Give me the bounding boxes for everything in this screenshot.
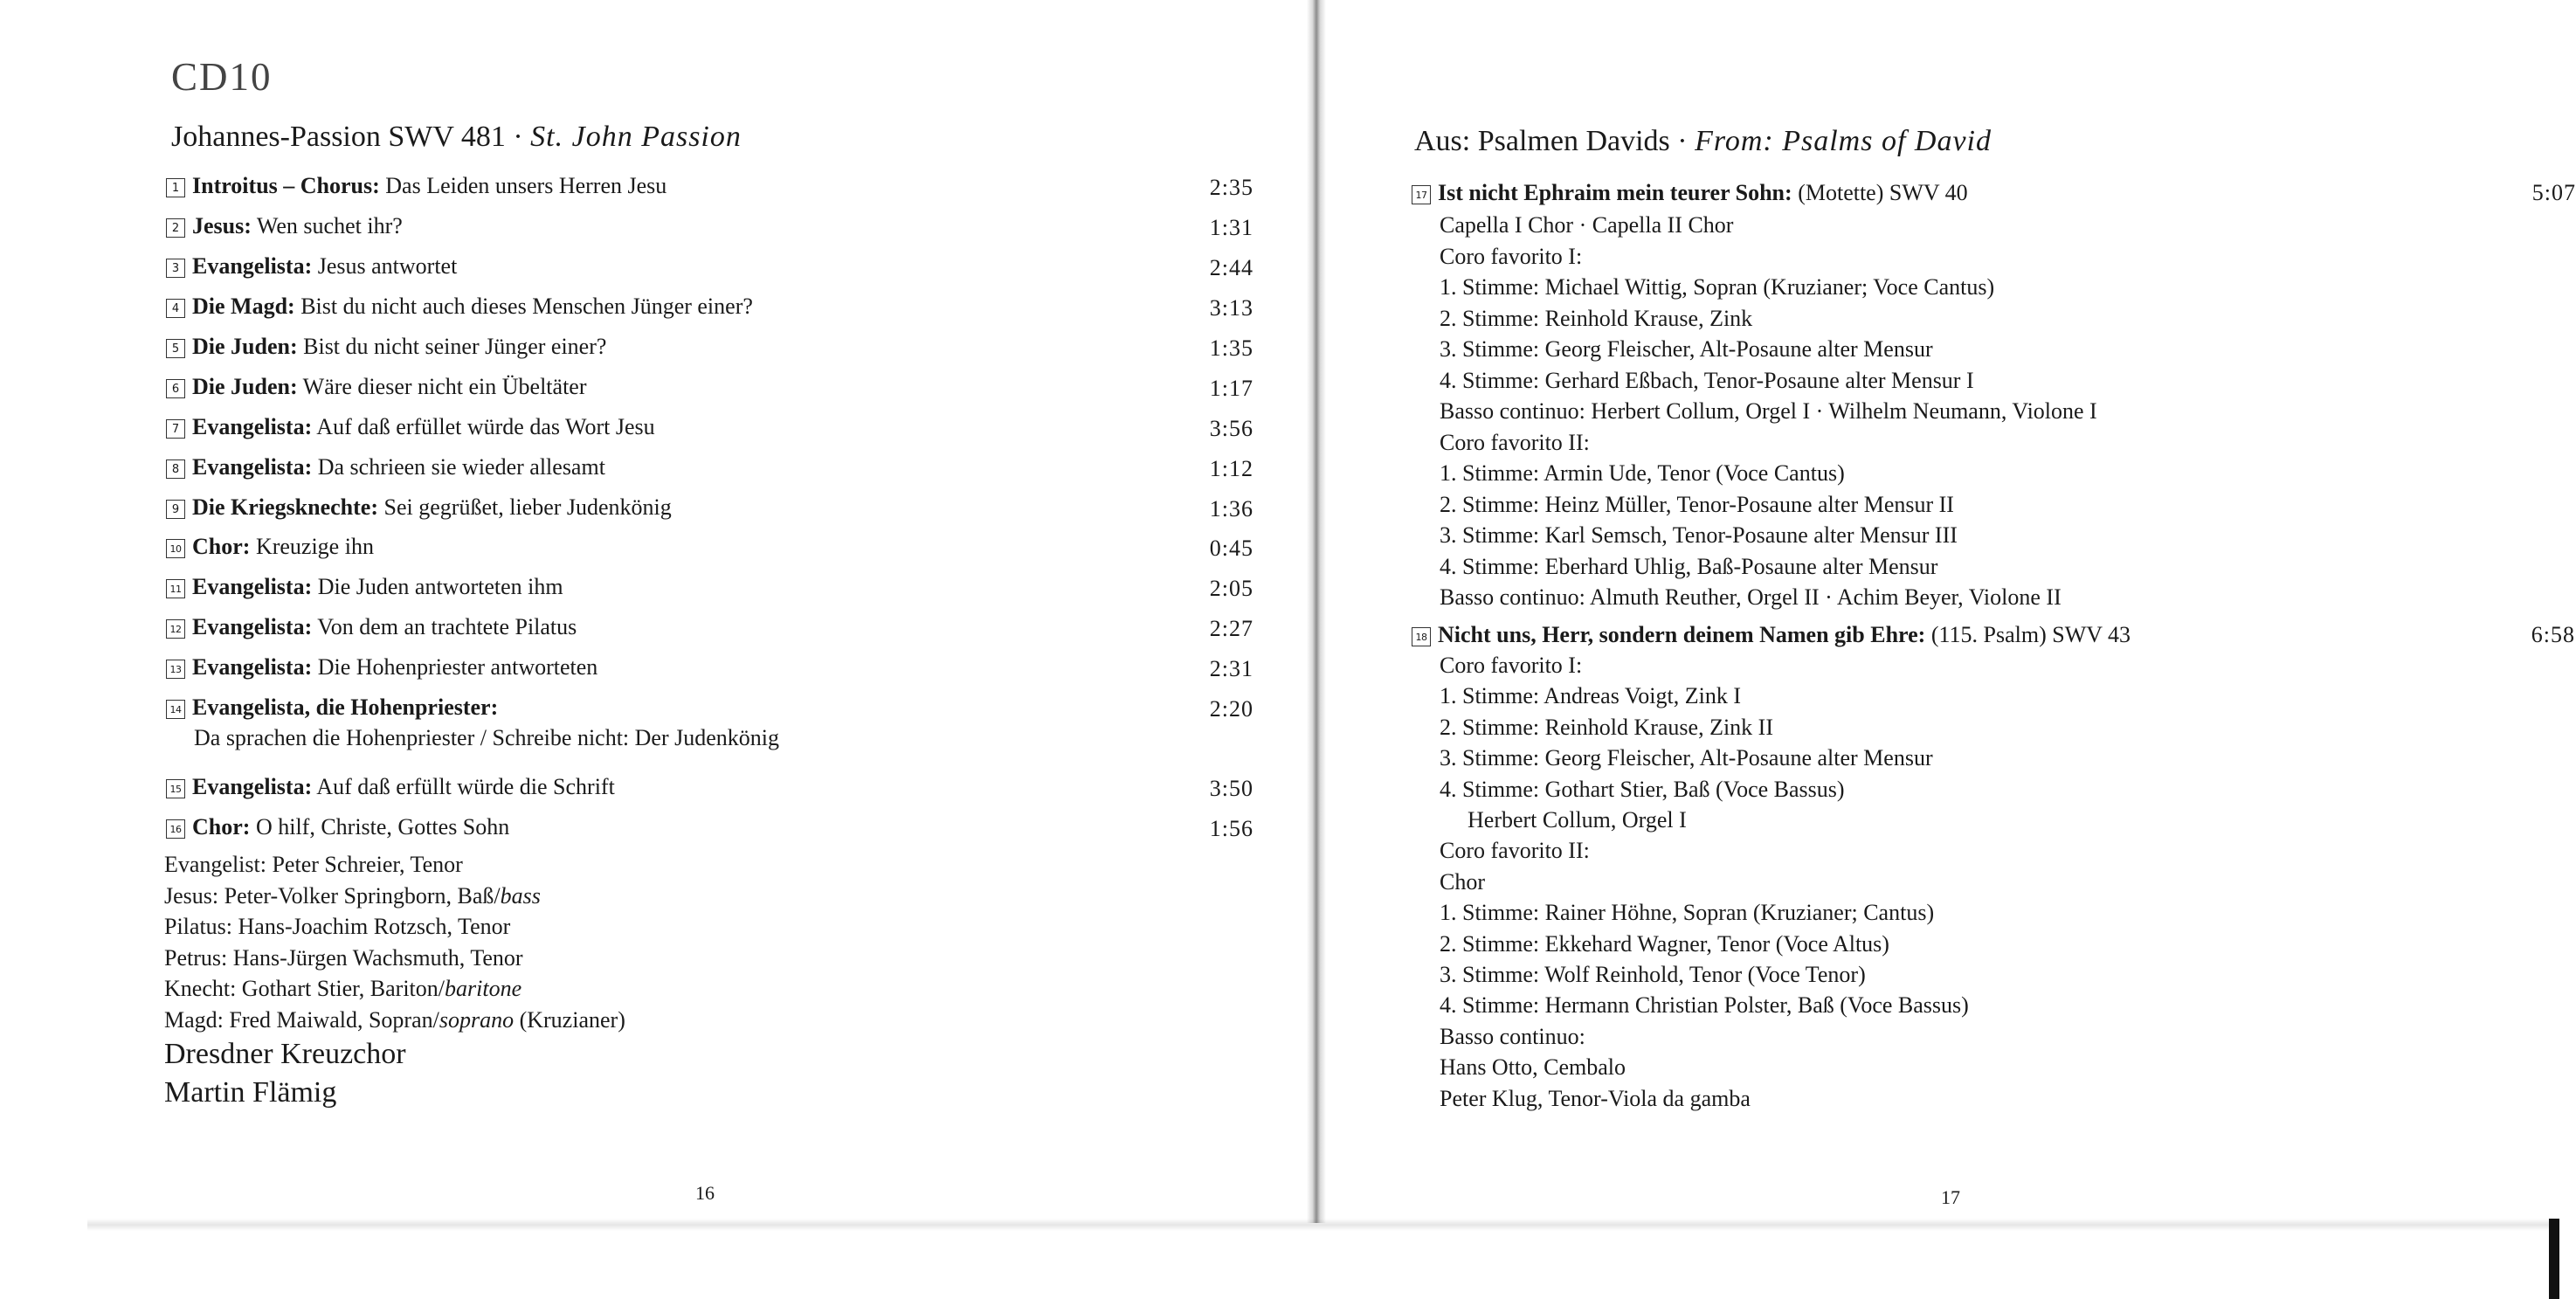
choir-name: Dresdner Kreuzchor xyxy=(164,1038,406,1070)
track-9 xyxy=(166,494,672,521)
credit-line: 1. Stimme: Andreas Voigt, Zink I xyxy=(1440,683,1741,709)
track-performer: Die Juden: xyxy=(192,334,298,359)
track-4-duration: 3:13 xyxy=(1209,295,1253,321)
track-performer: Introitus – Chorus: xyxy=(192,173,380,198)
track-performer: Evangelista: xyxy=(192,614,313,639)
track-title: Wäre dieser nicht ein Übeltäter xyxy=(297,374,587,399)
track-11 xyxy=(166,574,563,600)
track-2-duration: 1:31 xyxy=(1209,215,1253,240)
credit-line: 3. Stimme: Georg Fleischer, Alt-Posaune alter Mensur xyxy=(1440,336,1933,362)
cast-voice-en: baritone xyxy=(445,976,522,1002)
credit-line: 2. Stimme: Reinhold Krause, Zink II xyxy=(1440,714,1774,740)
track-title: Jesus antwortet xyxy=(312,253,458,279)
track-number-box: 9 xyxy=(166,500,185,519)
credit-line: Basso continuo: xyxy=(1440,1023,1585,1049)
credit-line: 1. Stimme: Armin Ude, Tenor (Voce Cantus) xyxy=(1440,460,1845,486)
track-number-box: 7 xyxy=(166,419,185,439)
credit-line: 4. Stimme: Gerhard Eßbach, Tenor-Posaune alter Mensur I xyxy=(1440,367,1974,393)
track-performer: Evangelista: xyxy=(192,414,313,439)
track-4 xyxy=(166,294,753,320)
cast-line xyxy=(164,914,510,940)
credit-line: Coro favorito I: xyxy=(1440,653,1583,678)
track-number-box: 17 xyxy=(1412,185,1431,204)
track-performer: Evangelista: xyxy=(192,574,313,599)
track-17-duration: 5:07 xyxy=(2531,180,2576,205)
track-title: (115. Psalm) SWV 43 xyxy=(1925,622,2131,647)
track-12 xyxy=(166,614,577,640)
page-number-left: 16 xyxy=(695,1182,715,1204)
track-number-box: 2 xyxy=(166,218,185,238)
track-title: O hilf, Christe, Gottes Sohn xyxy=(250,814,510,840)
credit-line: Basso continuo: Herbert Collum, Orgel I · Wilhelm Neumann, Violone I xyxy=(1440,398,2097,424)
track-10-duration: 0:45 xyxy=(1209,535,1253,561)
track-15 xyxy=(166,774,615,800)
track-number-box: 6 xyxy=(166,379,185,398)
credit-line: 3. Stimme: Georg Fleischer, Alt-Posaune alter Mensur xyxy=(1440,745,1933,771)
cast-text: Petrus: Hans-Jürgen Wachsmuth, Tenor xyxy=(164,944,523,971)
credit-line: 1. Stimme: Rainer Höhne, Sopran (Kruzianer; Cantus) xyxy=(1440,900,1935,926)
credit-line: Coro favorito I: xyxy=(1440,243,1583,269)
credit-line: 3. Stimme: Karl Semsch, Tenor-Posaune alter Mensur III xyxy=(1440,522,1958,548)
title-separator: · xyxy=(505,121,531,153)
track-number-box: 3 xyxy=(166,259,185,278)
credit-line: Herbert Collum, Orgel I xyxy=(1468,807,1687,833)
cast-text: Magd: Fred Maiwald, Sopran/ xyxy=(164,1007,439,1033)
track-6 xyxy=(166,374,587,400)
track-number-box: 12 xyxy=(166,619,185,639)
track-title: Die Hohenpriester antworteten xyxy=(312,654,598,680)
track-number-box: 11 xyxy=(166,579,185,598)
right-page xyxy=(1315,0,2576,1299)
track-title: Von dem an trachtete Pilatus xyxy=(312,614,577,639)
track-number-box: 18 xyxy=(1412,627,1431,646)
track-number-box: 4 xyxy=(166,299,185,318)
track-performer: Chor: xyxy=(192,814,251,840)
cast-line xyxy=(164,883,541,909)
track-performer: Ist nicht Ephraim mein teurer Sohn: xyxy=(1438,180,1792,205)
track-13-duration: 2:31 xyxy=(1209,656,1253,681)
track-16 xyxy=(166,814,509,840)
track-16-duration: 1:56 xyxy=(1209,816,1253,841)
credit-line: 1. Stimme: Michael Wittig, Sopran (Kruzianer; Voce Cantus) xyxy=(1440,274,1995,300)
track-title: Kreuzige ihn xyxy=(250,534,374,559)
credit-line: Peter Klug, Tenor-Viola da gamba xyxy=(1440,1085,1751,1111)
cast-line xyxy=(164,852,463,878)
scan-edge xyxy=(2549,1219,2559,1299)
track-9-duration: 1:36 xyxy=(1209,496,1253,522)
track-performer: Die Juden: xyxy=(192,374,298,399)
credit-line: Coro favorito II: xyxy=(1440,838,1590,864)
cast-voice-en: bass xyxy=(500,882,541,909)
credit-line: 2. Stimme: Reinhold Krause, Zink xyxy=(1440,305,1753,331)
track-1 xyxy=(166,173,666,199)
cast-voice-en: soprano xyxy=(439,1007,515,1033)
track-title: Auf daß erfüllt würde die Schrift xyxy=(312,774,615,799)
track-performer: Chor: xyxy=(192,534,251,559)
track-8 xyxy=(166,454,605,480)
cd-label: CD10 xyxy=(171,55,273,99)
track-14-duration: 2:20 xyxy=(1209,696,1253,722)
track-title: Das Leiden unsers Herren Jesu xyxy=(379,173,667,198)
track-5-duration: 1:35 xyxy=(1209,335,1253,361)
credit-line: Basso continuo: Almuth Reuther, Orgel II · Achim Beyer, Violone II xyxy=(1440,584,2061,610)
cast-text: Jesus: Peter-Volker Springborn, Baß/ xyxy=(164,882,501,909)
cast-text: Evangelist: Peter Schreier, Tenor xyxy=(164,852,463,877)
track-performer: Evangelista: xyxy=(192,454,313,480)
track-5 xyxy=(166,334,606,360)
track-3-duration: 2:44 xyxy=(1209,255,1253,280)
cast-line xyxy=(164,945,523,971)
track-title: Da schrieen sie wieder allesamt xyxy=(312,454,605,480)
work-title-en: From: Psalms of David xyxy=(1695,125,1992,157)
track-18-duration: 6:58 xyxy=(2531,622,2575,647)
track-3 xyxy=(166,253,457,280)
credit-line: Capella I Chor · Capella II Chor xyxy=(1440,212,1734,238)
track-performer: Evangelista: xyxy=(192,774,313,799)
credit-line: 4. Stimme: Eberhard Uhlig, Baß-Posaune alter Mensur xyxy=(1440,553,1938,579)
track-number-box: 15 xyxy=(166,779,185,798)
track-title: Wen suchet ihr? xyxy=(251,213,403,238)
track-18 xyxy=(1412,622,2131,648)
track-12-duration: 2:27 xyxy=(1209,616,1253,641)
credit-line: 3. Stimme: Wolf Reinhold, Tenor (Voce Tenor) xyxy=(1440,962,1866,987)
track-17 xyxy=(1412,180,1968,206)
cast-note: (Kruzianer) xyxy=(514,1007,625,1033)
track-performer: Evangelista, die Hohenpriester: xyxy=(192,694,499,720)
track-10 xyxy=(166,534,374,560)
work-title-psalmen-davids xyxy=(1414,125,1992,158)
credit-line: 2. Stimme: Ekkehard Wagner, Tenor (Voce Altus) xyxy=(1440,930,1889,957)
track-number-box: 13 xyxy=(166,660,185,679)
track-title: Die Juden antworteten ihm xyxy=(312,574,563,599)
track-7-duration: 3:56 xyxy=(1209,416,1253,441)
track-title: (Motette) SWV 40 xyxy=(1792,180,1968,205)
credit-line: Chor xyxy=(1440,868,1485,895)
title-separator: · xyxy=(1669,125,1695,157)
work-title-de: Aus: Psalmen Davids xyxy=(1414,125,1670,157)
track-14 xyxy=(166,694,498,721)
track-number-box: 14 xyxy=(166,700,185,719)
track-number-box: 8 xyxy=(166,459,185,479)
track-2 xyxy=(166,213,403,239)
track-1-duration: 2:35 xyxy=(1209,175,1253,200)
track-13 xyxy=(166,654,597,681)
track-number-box: 1 xyxy=(166,178,185,197)
cast-text: Knecht: Gothart Stier, Bariton/ xyxy=(164,976,445,1002)
work-title-de: Johannes-Passion SWV 481 xyxy=(171,121,506,153)
track-6-duration: 1:17 xyxy=(1209,376,1253,401)
credit-line: Hans Otto, Cembalo xyxy=(1440,1054,1626,1081)
track-11-duration: 2:05 xyxy=(1209,576,1253,601)
work-title-en: St. John Passion xyxy=(530,121,742,153)
track-performer: Die Kriegsknechte: xyxy=(192,494,379,520)
track-15-duration: 3:50 xyxy=(1209,776,1253,801)
track-number-box: 16 xyxy=(166,819,185,839)
conductor-name: Martin Flämig xyxy=(164,1076,337,1109)
track-number-box: 5 xyxy=(166,339,185,358)
track-title: Bist du nicht seiner Jünger einer? xyxy=(297,334,607,359)
credit-line: 2. Stimme: Heinz Müller, Tenor-Posaune alter Mensur II xyxy=(1440,491,1954,517)
credit-line: 4. Stimme: Hermann Christian Polster, Baß (Voce Bassus) xyxy=(1440,992,1969,1019)
work-title-johannes-passion xyxy=(171,121,742,154)
track-performer: Nicht uns, Herr, sondern deinem Namen gib Ehre: xyxy=(1438,622,1926,647)
track-number-box: 10 xyxy=(166,539,185,558)
credit-line: Coro favorito II: xyxy=(1440,429,1590,455)
track-performer: Evangelista: xyxy=(192,253,313,279)
cast-line xyxy=(164,1007,625,1033)
page-number-right: 17 xyxy=(1941,1186,1960,1208)
track-title: Auf daß erfüllet würde das Wort Jesu xyxy=(312,414,655,439)
track-title: Bist du nicht auch dieses Menschen Jünger einer? xyxy=(294,294,753,319)
credit-line: 4. Stimme: Gothart Stier, Baß (Voce Bassus) xyxy=(1440,776,1845,802)
track-performer: Jesus: xyxy=(192,213,252,238)
track-performer: Die Magd: xyxy=(192,294,295,319)
track-7 xyxy=(166,414,655,440)
track-8-duration: 1:12 xyxy=(1209,456,1253,481)
track-title: Sei gegrüßet, lieber Judenkönig xyxy=(378,494,672,520)
track-performer: Evangelista: xyxy=(192,654,313,680)
cast-text: Pilatus: Hans-Joachim Rotzsch, Tenor xyxy=(164,914,511,940)
page-bottom-shadow xyxy=(87,1219,2551,1231)
track-14-text-line2: Da sprachen die Hohenpriester / Schreibe nicht: Der Judenkönig xyxy=(194,725,780,750)
cast-line xyxy=(164,976,521,1002)
